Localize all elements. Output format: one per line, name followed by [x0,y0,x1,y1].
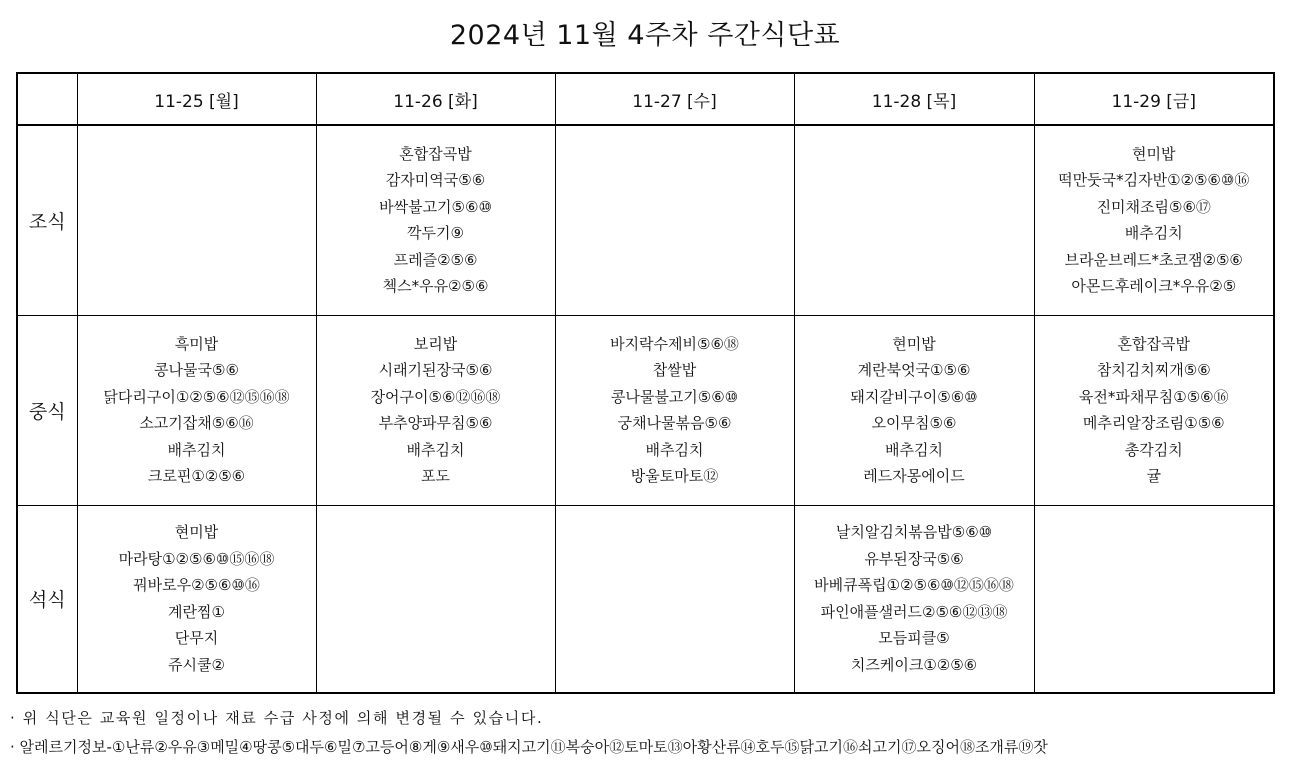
date-header-row [17,73,1274,125]
menu-item: 흑미밥 [174,334,219,353]
menu-item: 치즈케이크①②⑤⑥ [850,655,978,674]
menu-item: 궁채나물볶음⑤⑥ [617,414,732,432]
menu-cell [316,125,555,315]
menu-item: 감자미역국⑤⑥ [385,171,486,190]
menu-cell [794,315,1034,505]
menu-cell [1034,505,1274,693]
date-header: 11-28 [목] [794,73,1034,125]
menu-item: 시래기된장국⑤⑥ [378,361,493,379]
menu-item: 바지락수제비⑤⑥⑱ [610,334,739,353]
menu-item: 소고기잡채⑤⑥⑯ [139,414,254,432]
menu-item: 귤 [1146,467,1161,485]
menu-item: 꿔바로우②⑤⑥⑩⑯ [133,576,260,595]
menu-item: 배추김치 [406,440,465,459]
menu-item: 총각김치 [1124,440,1183,459]
menu-item: 찹쌀밥 [652,361,697,379]
menu-item: 혼합잡곡밥 [1117,334,1190,353]
date-header: 11-29 [금] [1034,73,1274,125]
menu-cell [1034,125,1274,315]
menu-cell [794,505,1034,693]
menu-item: 장어구이⑤⑥⑫⑯⑱ [370,387,501,406]
menu-item: 바싹불고기⑤⑥⑩ [379,197,492,216]
menu-item: 진미채조림⑤⑥⑰ [1096,197,1211,216]
date-header: 11-27 [수] [555,73,794,125]
menu-cell [316,315,555,505]
menu-item: 계란북엇국①⑤⑥ [857,361,971,379]
menu-item: 보리밥 [413,334,458,353]
meal-label: 석식 [17,505,77,693]
menu-item: 방울토마토⑫ [630,467,719,485]
menu-cell [1034,315,1274,505]
menu-cell [77,125,316,315]
menu-item: 쥬시쿨② [168,655,225,674]
menu-cell [316,505,555,693]
menu-item: 바베큐폭립①②⑤⑥⑩⑫⑮⑯⑱ [814,576,1014,595]
menu-item: 프레즐②⑤⑥ [393,250,478,269]
menu-cell [555,505,794,693]
menu-item: 현미밥 [1132,144,1176,163]
menu-item: 아몬드후레이크*우유②⑤ [1071,277,1237,296]
menu-item: 현미밥 [892,334,936,353]
menu-item: 부추양파무침⑤⑥ [378,414,493,432]
menu-item: 현미밥 [174,523,219,542]
menu-item: 콩나물불고기⑤⑥⑩ [610,387,739,406]
corner-cell [17,73,77,125]
menu-item: 배추김치 [885,440,943,459]
menu-item: 떡만둣국*김자반①②⑤⑥⑩⑯ [1058,171,1250,190]
meal-label: 중식 [17,315,77,505]
menu-item: 배추김치 [645,440,704,459]
change-notice: · 위 식단은 교육원 일정이나 재료 수급 사정에 의해 변경될 수 있습니다. [10,709,544,727]
menu-cell [77,505,316,693]
menu-cell [77,315,316,505]
meal-row [17,315,1274,505]
date-header: 11-25 [월] [77,73,316,125]
menu-item: 육전*파채무침①⑤⑥⑯ [1078,387,1229,406]
allergy-info: · 알레르기정보-①난류②우유③메밀④땅콩⑤대두⑥밀⑦고등어⑧게⑨새우⑩돼지고기⑪복숭아⑫토마토⑬아황산류⑭호두⑮닭고기⑯쇠고기⑰오징어⑱조개류⑲잣 [10,738,1048,756]
menu-cell [555,125,794,315]
menu-item: 돼지갈비구이⑤⑥⑩ [850,387,978,406]
menu-cell [794,125,1034,315]
menu-item: 메추리알장조림①⑤⑥ [1082,414,1225,432]
menu-item: 혼합잡곡밥 [399,144,472,163]
menu-item: 단무지 [174,629,219,648]
menu-item: 날치알김치볶음밥⑤⑥⑩ [835,523,993,542]
page-title: 2024년 11월 4주차 주간식단표 [449,20,841,51]
menu-item: 참치김치찌개⑤⑥ [1096,361,1211,379]
notes [10,704,1280,762]
menu-item: 배추김치 [1124,224,1183,243]
menu-item: 크로핀①②⑤⑥ [147,467,246,485]
weekly-menu-table [16,72,1275,694]
menu-item: 닭다리구이①②⑤⑥⑫⑮⑯⑱ [103,387,290,406]
menu-item: 배추김치 [167,440,226,459]
menu-item: 레드자몽에이드 [863,467,965,485]
menu-item: 계란찜① [168,602,225,621]
menu-item: 콩나물국⑤⑥ [154,361,239,379]
menu-item: 깍두기⑨ [407,224,464,243]
menu-item: 모듬피클⑤ [878,629,950,648]
meal-row [17,505,1274,693]
menu-item: 브라운브레드*초코잼②⑤⑥ [1064,250,1243,269]
menu-item: 유부된장국⑤⑥ [864,549,964,568]
menu-item: 오이무침⑤⑥ [871,414,957,432]
menu-cell [555,315,794,505]
date-header: 11-26 [화] [316,73,555,125]
menu-item: 첵스*우유②⑤⑥ [382,277,489,296]
meal-label: 조식 [17,125,77,315]
menu-item: 마라탕①②⑤⑥⑩⑮⑯⑱ [118,549,275,568]
meal-row [17,125,1274,315]
menu-item: 포도 [421,467,450,485]
menu-item: 파인애플샐러드②⑤⑥⑫⑬⑱ [820,602,1008,621]
